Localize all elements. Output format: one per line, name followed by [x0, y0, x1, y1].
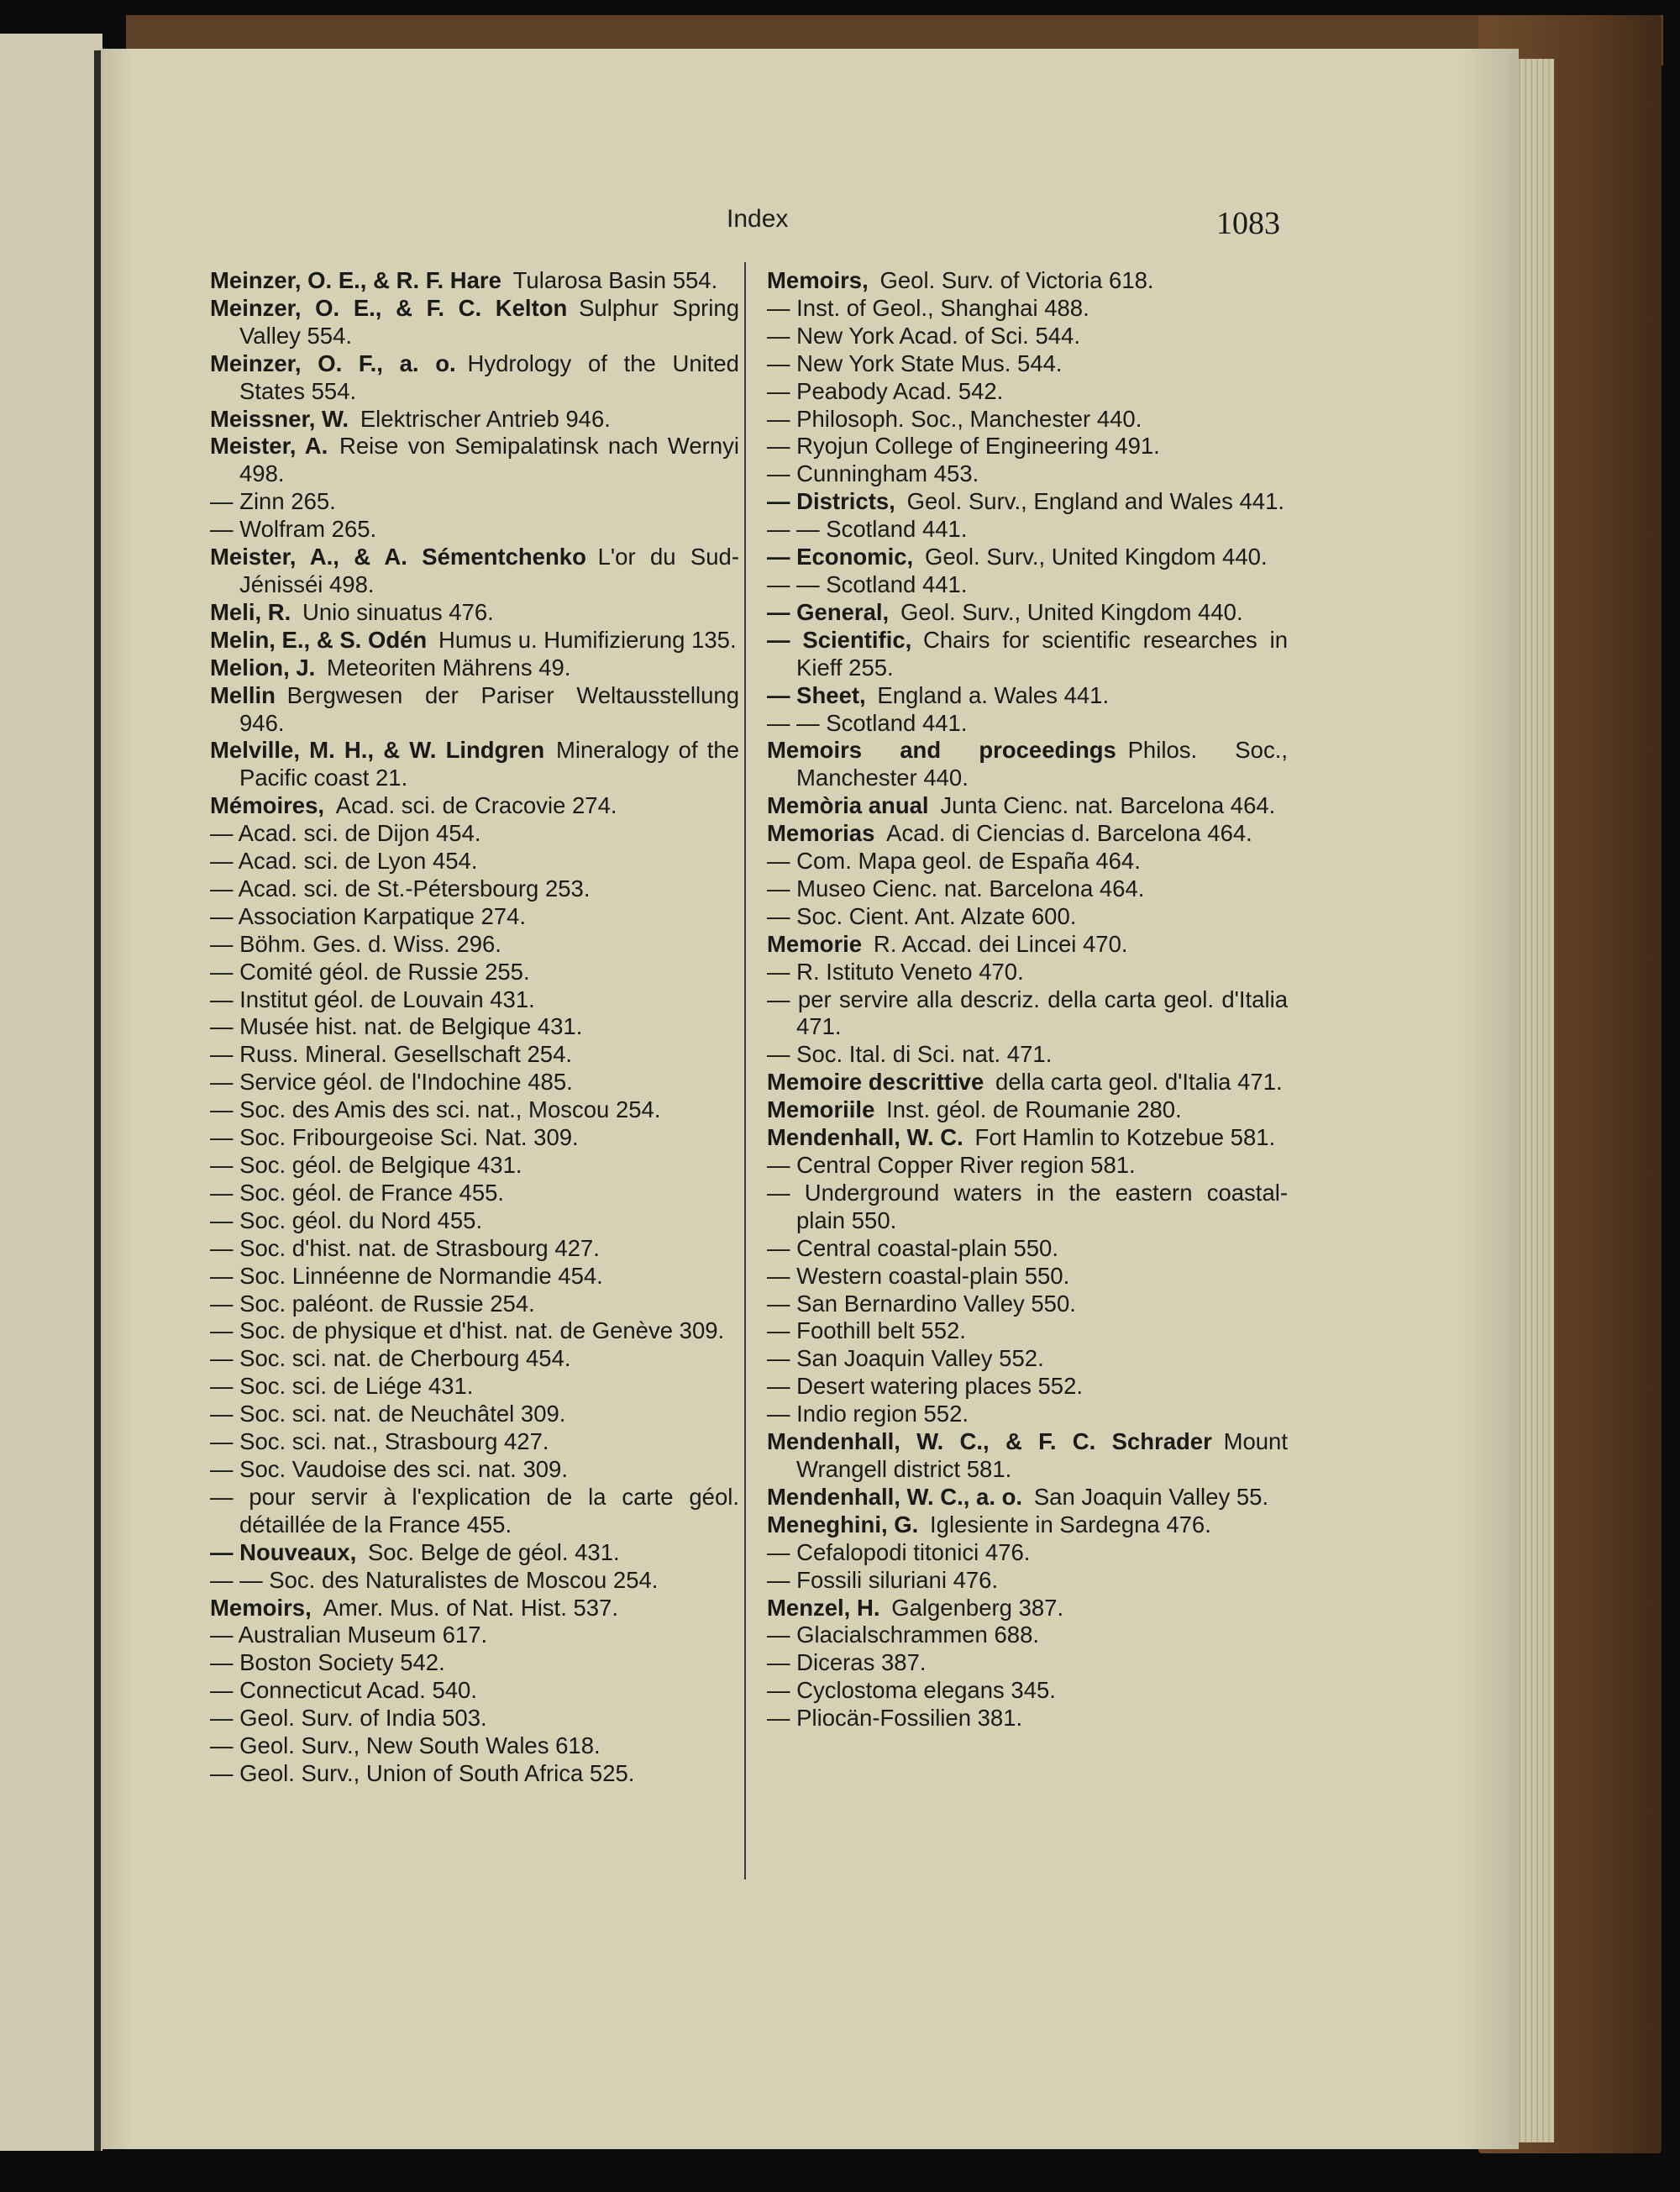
index-entry-heading: Memoirs, [210, 1594, 312, 1621]
index-entry-text: Amer. Mus. of Nat. Hist. 537. [323, 1594, 618, 1621]
index-entry-text: Galgenberg 387. [891, 1594, 1064, 1621]
index-entry [210, 1263, 739, 1290]
index-entry [767, 1649, 1288, 1677]
index-entry-text: Mineralogy of the Pacific coast 21. [239, 737, 740, 791]
index-entry-text: Geol. Surv., United Kingdom 440. [924, 544, 1268, 570]
index-entry-text: — Soc. de physique et d'hist. nat. de Genève 309. [210, 1317, 725, 1344]
index-entry-heading: — Districts, [767, 488, 895, 515]
index-entry-text: — Comité géol. de Russie 255. [210, 958, 530, 985]
index-entry-text: Geol. Surv., England and Wales 441. [906, 488, 1285, 515]
index-entry-text: — Soc. sci. nat. de Neuchâtel 309. [210, 1401, 566, 1427]
index-entry-heading: Melion, J. [210, 654, 316, 681]
index-entry [210, 1677, 739, 1705]
index-entry-heading: Melville, M. H., & W. Lindgren [210, 737, 545, 764]
index-entry-text: Hydrology of the United States 554. [239, 350, 739, 404]
index-entry-text: — pour servir à l'explication de la carte géol. détaillée de la France 455. [210, 1483, 739, 1538]
index-entry [767, 323, 1288, 350]
index-entry-text: — Ryojun College of Engineering 491. [767, 433, 1160, 460]
index-entry [767, 875, 1288, 903]
index-entry-text: Elektrischer Antrieb 946. [360, 405, 611, 432]
index-entry [767, 1511, 1288, 1539]
running-head: Index [727, 205, 789, 233]
index-entry-heading: Mendenhall, W. C., a. o. [767, 1483, 1023, 1510]
page-number: 1083 [1216, 206, 1280, 241]
index-entry-text: Chairs for scientific researches in Kieff 255. [796, 626, 1288, 681]
index-entry [767, 267, 1288, 295]
index-entry-heading: Mémoires, [210, 792, 325, 819]
index-entry-heading: — General, [767, 598, 890, 625]
index-entry-text: Soc. Belge de géol. 431. [367, 1538, 620, 1565]
index-entry-heading: — Scientific, [767, 626, 912, 653]
index-entry-text: — Geol. Surv., Union of South Africa 525. [210, 1759, 635, 1786]
index-entry-text: — Foothill belt 552. [767, 1317, 966, 1344]
index-entry [767, 1096, 1288, 1124]
index-entry [767, 820, 1288, 848]
index-entry [210, 1152, 739, 1180]
index-entry-text: Meteoriten Mährens 49. [327, 654, 571, 681]
index-entry [210, 1290, 739, 1318]
index-entry-text: — New York State Mus. 544. [767, 350, 1063, 376]
index-entry-text: — Indio region 552. [767, 1401, 969, 1427]
index-entry [767, 1124, 1288, 1152]
index-entry-text: R. Accad. dei Lincei 470. [873, 930, 1128, 957]
index-entry-text: — San Joaquin Valley 552. [767, 1345, 1044, 1372]
index-entry [767, 1290, 1288, 1318]
index-entry [767, 1484, 1288, 1511]
index-entry-text: — Soc. paléont. de Russie 254. [210, 1290, 535, 1317]
index-entry [767, 295, 1288, 323]
facing-page [0, 34, 102, 2151]
index-entry-text: Inst. géol. de Roumanie 280. [886, 1096, 1182, 1123]
index-entry [767, 959, 1288, 986]
index-entry [210, 654, 739, 682]
index-entry [210, 848, 739, 875]
index-entry [767, 986, 1288, 1042]
index-entry [767, 1152, 1288, 1180]
index-entry-text: Mount Wrangell district 581. [796, 1428, 1288, 1482]
index-entry-text: — — Soc. des Naturalistes de Moscou 254. [210, 1566, 659, 1593]
index-entry [767, 1401, 1288, 1428]
index-entry [767, 378, 1288, 406]
index-entry-text: Acad. sci. de Cracovie 274. [335, 792, 617, 819]
index-entry [210, 1539, 739, 1567]
index-entry [767, 1345, 1288, 1373]
index-entry-text: Bergwesen der Pariser Weltausstellung 946. [239, 681, 739, 736]
index-entry-text: della carta geol. d'Italia 471. [995, 1069, 1283, 1096]
index-entry-text: — Philosoph. Soc., Manchester 440. [767, 405, 1142, 432]
index-entry-text: — — Scotland 441. [767, 516, 968, 543]
index-entry-text: — Central coastal-plain 550. [767, 1234, 1058, 1261]
index-entry [767, 627, 1288, 682]
index-entry [210, 1124, 739, 1152]
index-entry [210, 792, 739, 820]
index-entry [210, 1041, 739, 1069]
index-entry [767, 903, 1288, 931]
index-entry-text: — per servire alla descriz. della carta geol. d'Italia 471. [767, 986, 1288, 1040]
index-entry-text: Sulphur Spring Valley 554. [239, 294, 739, 349]
index-entry-heading: Meinzer, O. E., & R. F. Hare [210, 267, 501, 293]
index-entry-text: — Glacialschrammen 688. [767, 1622, 1040, 1648]
index-entry [210, 1595, 739, 1622]
index-entry-text: — Com. Mapa geol. de España 464. [767, 848, 1141, 875]
index-entry [210, 599, 739, 627]
index-entry-heading: Meneghini, G. [767, 1511, 919, 1538]
index-entry-text: — Connecticut Acad. 540. [210, 1677, 477, 1704]
index-entry [210, 1484, 739, 1539]
index-entry-text: — Western coastal-plain 550. [767, 1262, 1070, 1289]
index-entry-text: — Soc. géol. de Belgique 431. [210, 1152, 522, 1178]
index-entry [210, 627, 739, 654]
index-entry-text: — Soc. géol. du Nord 455. [210, 1206, 483, 1233]
index-entry-text: — Soc. Vaudoise des sci. nat. 309. [210, 1455, 568, 1482]
index-entry-text: — Desert watering places 552. [767, 1373, 1084, 1400]
index-entry-text: — Pliocän-Fossilien 381. [767, 1705, 1023, 1732]
index-entry-text: — Soc. Ital. di Sci. nat. 471. [767, 1041, 1053, 1068]
index-entry-text: Tularosa Basin 554. [512, 267, 718, 293]
index-entry [767, 1595, 1288, 1622]
index-entry [767, 1539, 1288, 1567]
index-entry-text: — Boston Society 542. [210, 1649, 445, 1676]
right-column [767, 267, 1288, 1732]
index-entry [767, 1373, 1288, 1401]
index-entry-text: England a. Wales 441. [877, 681, 1110, 708]
index-entry-text: L'or du Sud-Jénisséi 498. [239, 544, 739, 597]
index-entry [210, 1456, 739, 1484]
index-entry-heading: Menzel, H. [767, 1594, 880, 1621]
index-entry-heading: Memoire descrittive [767, 1069, 984, 1096]
index-entry-heading: — Sheet, [767, 681, 866, 708]
index-entry [210, 737, 739, 792]
index-entry-text: — Soc. géol. de France 455. [210, 1179, 505, 1206]
index-entry-heading: Memorie [767, 930, 863, 957]
index-entry [767, 1567, 1288, 1595]
index-entry [210, 1760, 739, 1788]
index-entry [767, 737, 1288, 792]
index-entry-text: — Acad. sci. de Lyon 454. [210, 848, 478, 875]
index-entry-text: Junta Cienc. nat. Barcelona 464. [940, 792, 1276, 819]
index-entry [210, 959, 739, 986]
index-entry [210, 1069, 739, 1096]
index-entry [210, 267, 739, 295]
index-entry-heading: Memòria anual [767, 792, 929, 819]
index-entry [767, 1235, 1288, 1263]
index-entry-heading: Meinzer, O. F., a. o. [210, 350, 456, 376]
index-entry [210, 931, 739, 959]
index-entry [210, 1317, 739, 1345]
index-entry [210, 516, 739, 544]
index-entry-heading: Meinzer, O. E., & F. C. Kelton [210, 294, 568, 321]
index-entry [210, 433, 739, 488]
index-entry [767, 1428, 1288, 1484]
index-entry-text: — Institut géol. de Louvain 431. [210, 986, 535, 1012]
index-entry-text: — Soc. Cient. Ant. Alzate 600. [767, 902, 1077, 929]
index-entry [767, 544, 1288, 571]
index-entry [767, 710, 1288, 738]
index-entry-text: Geol. Surv. of Victoria 618. [879, 267, 1154, 293]
index-entry-text: Geol. Surv., United Kingdom 440. [900, 598, 1243, 625]
index-entry-text: — Geol. Surv., New South Wales 618. [210, 1732, 601, 1759]
index-entry [767, 1677, 1288, 1705]
index-entry [767, 1069, 1288, 1096]
index-entry-text: — Central Copper River region 581. [767, 1152, 1136, 1178]
index-entry-text: — Cunningham 453. [767, 460, 979, 487]
index-entry [210, 1235, 739, 1263]
gutter [94, 50, 101, 2151]
index-entry [210, 1180, 739, 1207]
index-entry [767, 571, 1288, 599]
left-column [210, 267, 739, 1788]
index-entry-heading: Memoirs and proceedings [767, 737, 1116, 764]
index-entry [767, 516, 1288, 544]
index-entry [767, 599, 1288, 627]
index-entry-text: — Cyclostoma elegans 345. [767, 1677, 1056, 1704]
index-entry [210, 820, 739, 848]
index-entry-text: — Peabody Acad. 542. [767, 377, 1004, 404]
index-entry-heading: Memoriile [767, 1096, 875, 1123]
index-entry [767, 1705, 1288, 1732]
index-entry [767, 1317, 1288, 1345]
index-entry [210, 406, 739, 434]
index-entry-text: Unio sinuatus 476. [302, 598, 494, 625]
index-entry-heading: Memorias [767, 820, 875, 847]
index-entry-text: — Diceras 387. [767, 1649, 927, 1676]
index-entry-text: — — Scotland 441. [767, 709, 968, 736]
index-entry-heading: Meister, A., & A. Sémentchenko [210, 544, 586, 570]
index-entry [210, 544, 739, 599]
index-entry-text: — Böhm. Ges. d. Wiss. 296. [210, 930, 501, 957]
index-entry-text: Humus u. Humifizierung 135. [438, 626, 737, 653]
index-entry-heading: Meister, A. [210, 433, 328, 460]
index-entry-text: Philos. Soc., Manchester 440. [796, 737, 1288, 791]
index-entry-heading: Mendenhall, W. C., & F. C. Schrader [767, 1428, 1212, 1455]
index-entry-text: — New York Acad. of Sci. 544. [767, 322, 1080, 349]
index-entry-text: San Joaquin Valley 55. [1033, 1483, 1269, 1510]
index-entry-text: — Inst. of Geol., Shanghai 488. [767, 294, 1089, 321]
index-entry-heading: Meli, R. [210, 598, 291, 625]
index-entry-text: — Acad. sci. de Dijon 454. [210, 820, 481, 847]
index-entry [210, 875, 739, 903]
index-entry-text: — Museo Cienc. nat. Barcelona 464. [767, 875, 1145, 902]
index-entry [767, 488, 1288, 516]
index-entry [767, 792, 1288, 820]
index-entry [210, 295, 739, 350]
index-entry [210, 1207, 739, 1235]
column-rule [744, 262, 746, 1879]
index-entry [767, 1180, 1288, 1235]
index-entry-text: Fort Hamlin to Kotzebue 581. [974, 1124, 1276, 1151]
index-entry-text: — Cefalopodi titonici 476. [767, 1538, 1031, 1565]
index-entry [210, 1705, 739, 1732]
index-entry [210, 1622, 739, 1649]
index-entry [767, 350, 1288, 378]
index-entry-heading: Melin, E., & S. Odén [210, 626, 428, 653]
index-entry [210, 488, 739, 516]
index-entry [767, 1041, 1288, 1069]
index-entry-text: — Russ. Mineral. Gesellschaft 254. [210, 1041, 573, 1068]
index-entry-text: — Soc. Linnéenne de Normandie 454. [210, 1262, 603, 1289]
index-entry-text: — Fossili siluriani 476. [767, 1566, 999, 1593]
index-entry-heading: — Economic, [767, 544, 914, 570]
index-entry-text: — Wolfram 265. [210, 516, 377, 543]
index-entry-text: — Soc. des Amis des sci. nat., Moscou 254. [210, 1096, 661, 1123]
index-entry [767, 931, 1288, 959]
index-entry [210, 903, 739, 931]
index-entry-text: — Australian Museum 617. [210, 1622, 488, 1648]
index-entry [210, 1345, 739, 1373]
index-entry-heading: Mendenhall, W. C. [767, 1124, 963, 1151]
index-entry-text: — Association Karpatique 274. [210, 902, 527, 929]
index-entry-text: — R. Istituto Veneto 470. [767, 958, 1024, 985]
index-entry-heading: Mellin [210, 681, 276, 708]
index-entry [767, 406, 1288, 434]
index-entry-text: — Soc. d'hist. nat. de Strasbourg 427. [210, 1234, 600, 1261]
index-entry-text: — Musée hist. nat. de Belgique 431. [210, 1013, 583, 1040]
index-entry-text: — Soc. Fribourgeoise Sci. Nat. 309. [210, 1124, 579, 1151]
index-entry [210, 986, 739, 1014]
index-entry [767, 1263, 1288, 1290]
index-entry [210, 350, 739, 406]
index-entry-text: — Soc. sci. nat., Strasbourg 427. [210, 1428, 549, 1455]
index-entry-text: — Acad. sci. de St.-Pétersbourg 253. [210, 875, 591, 902]
index-entry [210, 1567, 739, 1595]
index-entry-text: — Underground waters in the eastern coastal-plain 550. [767, 1179, 1288, 1233]
index-entry [210, 1732, 739, 1760]
index-entry [767, 433, 1288, 460]
index-entry [767, 1622, 1288, 1649]
index-entry [210, 1401, 739, 1428]
index-entry [767, 682, 1288, 710]
index-entry-text: — Service géol. de l'Indochine 485. [210, 1069, 573, 1096]
index-entry-text: — Soc. sci. nat. de Cherbourg 454. [210, 1345, 571, 1372]
index-entry-text: — Zinn 265. [210, 488, 336, 515]
index-entry [767, 460, 1288, 488]
index-entry [767, 848, 1288, 875]
index-entry-text: — Geol. Surv. of India 503. [210, 1705, 487, 1732]
index-entry [210, 1096, 739, 1124]
index-entry-heading: Memoirs, [767, 267, 869, 293]
index-entry-heading: — Nouveaux, [210, 1538, 357, 1565]
index-entry-text: Reise von Semipalatinsk nach Wernyi 498. [239, 433, 739, 487]
index-entry [210, 1373, 739, 1401]
index-entry [210, 1428, 739, 1456]
index-entry-text: — Soc. sci. de Liége 431. [210, 1373, 474, 1400]
index-entry-text: — — Scotland 441. [767, 570, 968, 597]
index-entry-text: Acad. di Ciencias d. Barcelona 464. [886, 820, 1252, 847]
index-entry [210, 1013, 739, 1041]
index-entry [210, 1649, 739, 1677]
index-entry-heading: Meissner, W. [210, 405, 349, 432]
index-entry-text: — San Bernardino Valley 550. [767, 1290, 1076, 1317]
index-entry-text: Iglesiente in Sardegna 476. [930, 1511, 1211, 1538]
index-entry [210, 682, 739, 738]
